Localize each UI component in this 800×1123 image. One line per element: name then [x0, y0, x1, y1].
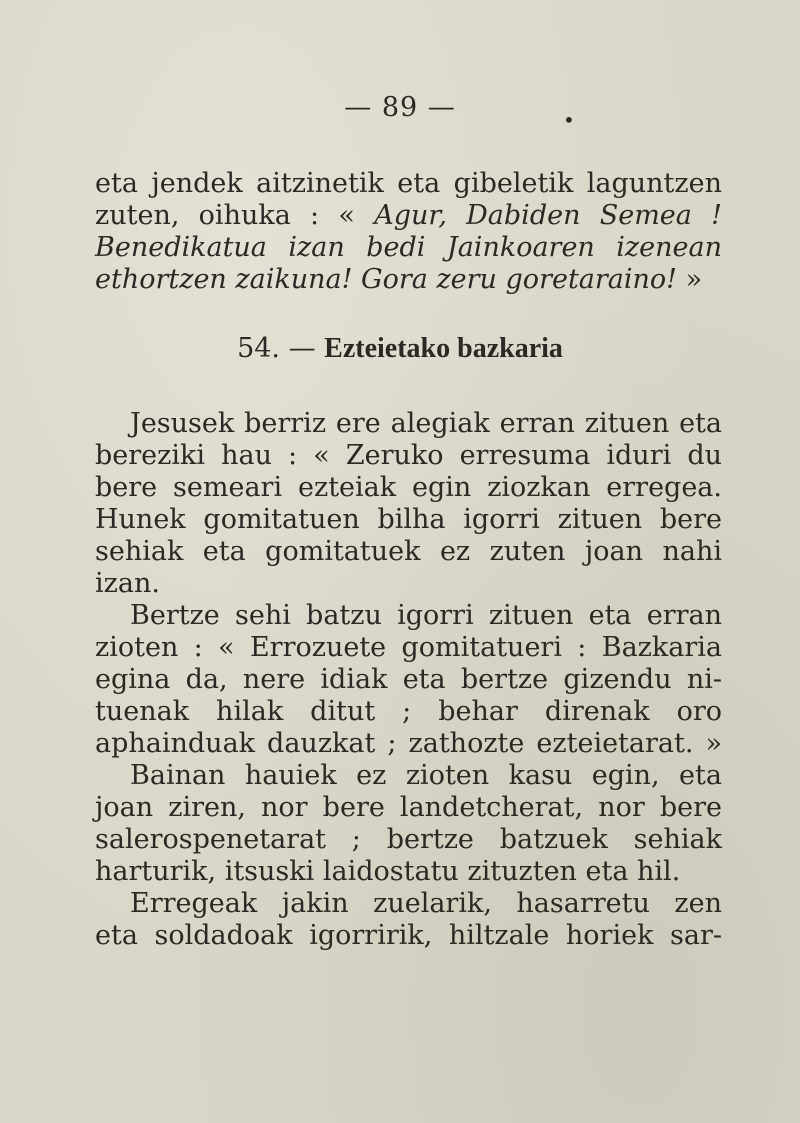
- p2-line-4: tuenak hilak ditut ; behar direnak oro: [95, 696, 722, 727]
- p3-line-1: Bainan hauiek ez zioten kasu egin, eta: [130, 760, 722, 791]
- p2-line-3: egina da, nere idiak eta bertze gizendu ni-: [95, 664, 722, 695]
- p3-line-3: salerospenetarat ; bertze batzuek sehiak: [95, 824, 722, 855]
- p1-line-3: bere semeari ezteiak egin ziozkan erregea.: [95, 472, 722, 503]
- intro-line-2-roman: zuten, oihuka : «: [95, 200, 375, 231]
- p1-line-5: sehiak eta gomitatuek ez zuten joan nahi: [95, 536, 722, 567]
- p2-line-5: aphainduak dauzkat ; zathozte ezteietarat. »: [95, 728, 722, 759]
- p1-line-2: bereziki hau : « Zeruko erresuma iduri du: [95, 440, 722, 471]
- intro-line-2-italic: Agur, Dabiden Semea !: [374, 200, 722, 231]
- margin-dot: •: [563, 108, 575, 132]
- p2-line-2: zioten : « Errozuete gomitatueri : Bazkaria: [95, 632, 722, 663]
- intro-line-4-italic: ethortzen zaikuna! Gora zeru goretaraino!: [95, 264, 678, 295]
- section-number: 54. —: [237, 333, 325, 364]
- p1-line-6: izan.: [95, 568, 160, 599]
- p3-line-4: harturik, itsuski laidostatu zituzten eta hil.: [95, 856, 681, 887]
- intro-line-2: [95, 200, 722, 232]
- section-title: Ezteietako bazkaria: [324, 333, 563, 364]
- p4-line-1: Erregeak jakin zuelarik, hasarretu zen: [130, 888, 722, 919]
- p2-line-1: Bertze sehi batzu igorri zituen eta erran: [130, 600, 722, 631]
- intro-line-4-roman: »: [677, 264, 703, 295]
- intro-line-4: [95, 264, 722, 296]
- page-number: — 89 —: [344, 92, 456, 123]
- p1-line-4: Hunek gomitatuen bilha igorri zituen bere: [95, 504, 722, 535]
- p1-line-1: Jesusek berriz ere alegiak erran zituen eta: [130, 408, 722, 439]
- p3-line-2: joan ziren, nor bere landetcherat, nor bere: [95, 792, 722, 823]
- p4-line-2: eta soldadoak igorririk, hiltzale horiek sar-: [95, 920, 722, 951]
- section-heading: [0, 333, 800, 365]
- intro-line-1: eta jendek aitzinetik eta gibeletik laguntzen: [95, 168, 722, 199]
- intro-line-3: Benedikatua izan bedi Jainkoaren izenean: [95, 232, 722, 263]
